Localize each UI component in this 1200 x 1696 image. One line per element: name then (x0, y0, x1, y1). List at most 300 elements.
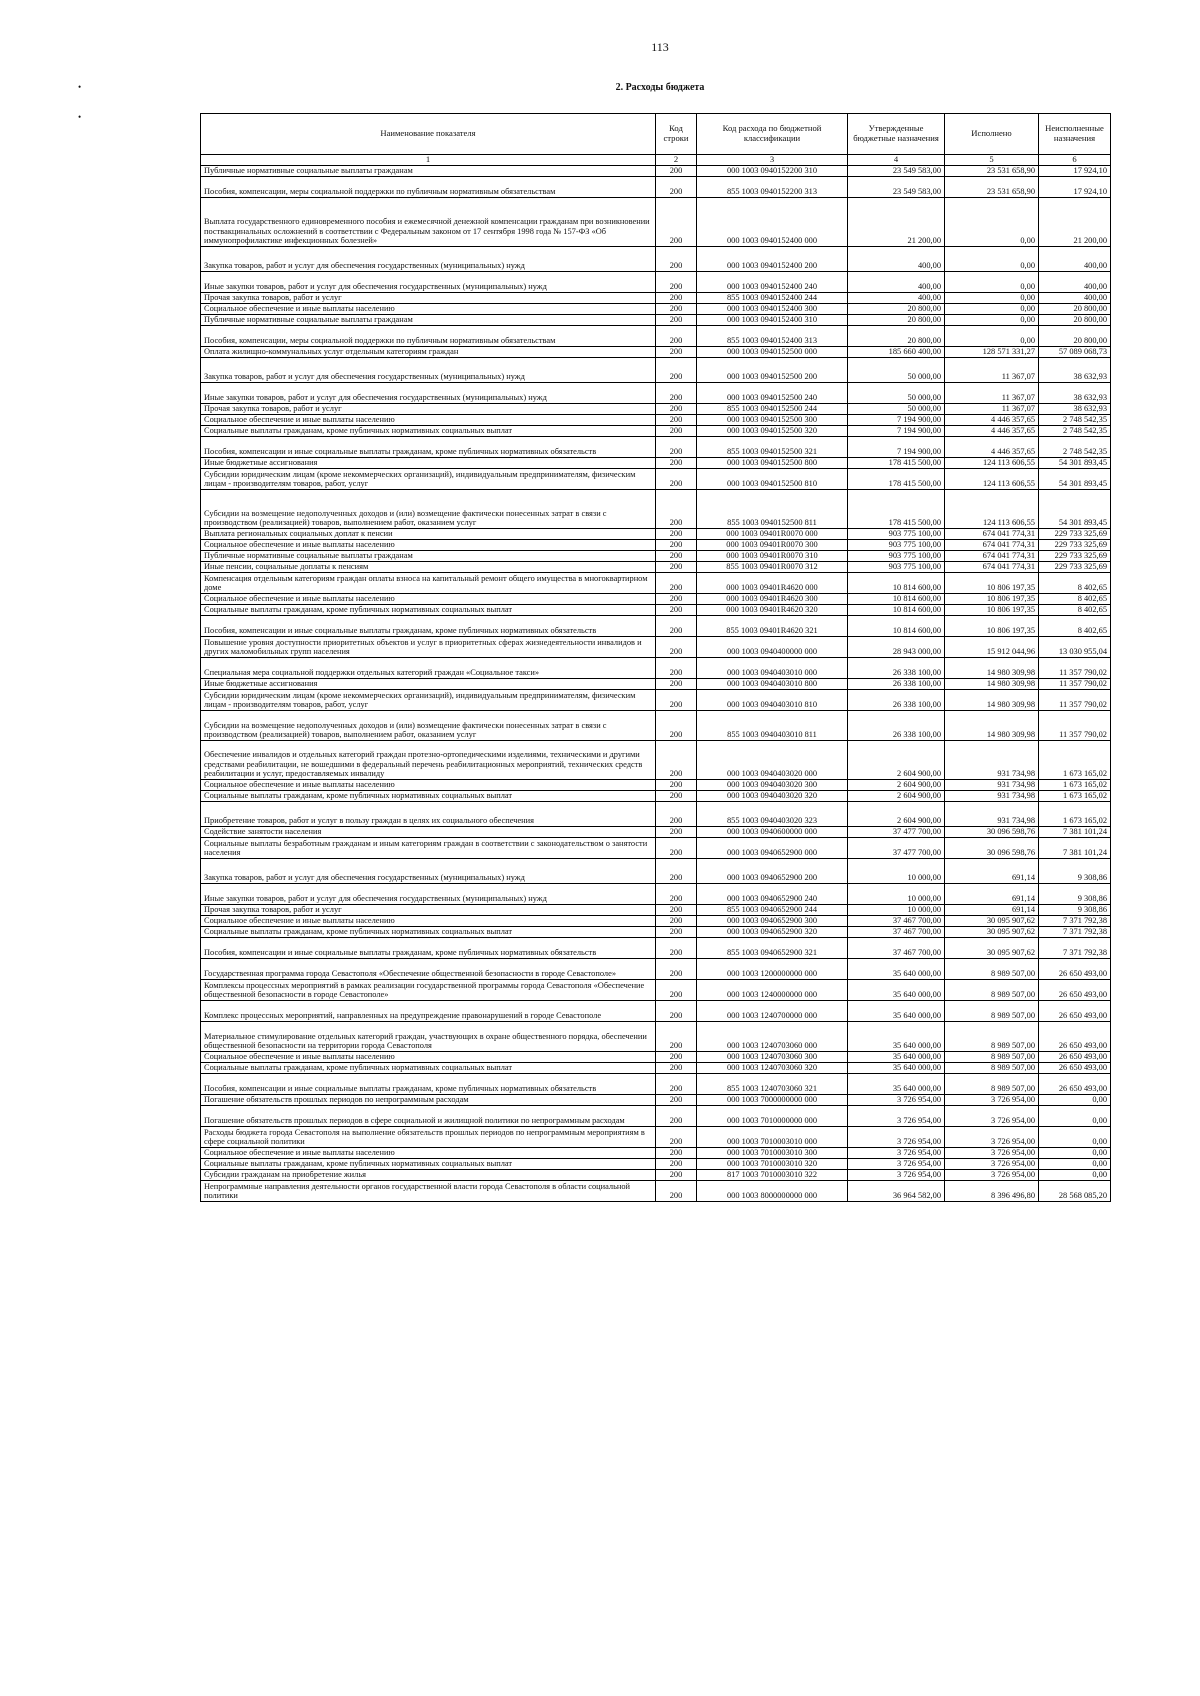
row-unexecuted: 28 568 085,20 (1039, 1181, 1111, 1202)
row-approved: 400,00 (848, 293, 945, 304)
col-index: 3 (697, 155, 848, 166)
row-approved: 903 775 100,00 (848, 562, 945, 573)
row-line-code: 200 (656, 198, 697, 247)
row-line-code: 200 (656, 1095, 697, 1106)
row-executed: 0,00 (945, 326, 1039, 347)
row-name: Социальные выплаты гражданам, кроме публичных нормативных социальных выплат (201, 605, 656, 616)
row-name: Субсидии юридическим лицам (кроме некоммерческих организаций), индивидуальным предпринимателям, физическим лицам - производителям товаров, работ, услуг (201, 469, 656, 490)
row-line-code: 200 (656, 1022, 697, 1052)
row-classification-code: 855 1003 0940152500 811 (697, 490, 848, 529)
row-executed: 931 734,98 (945, 802, 1039, 827)
row-approved: 50 000,00 (848, 404, 945, 415)
row-executed: 8 989 507,00 (945, 1074, 1039, 1095)
row-line-code: 200 (656, 1001, 697, 1022)
row-executed: 30 096 598,76 (945, 827, 1039, 838)
row-approved: 36 964 582,00 (848, 1181, 945, 1202)
row-name: Содействие занятости населения (201, 827, 656, 838)
row-line-code: 200 (656, 562, 697, 573)
row-name: Субсидии на возмещение недополученных доходов и (или) возмещение фактически понесенных затрат в связи с производством (реализацией) товаров, выполнением работ, оказанием услуг (201, 711, 656, 741)
col-index: 2 (656, 155, 697, 166)
row-approved: 178 415 500,00 (848, 490, 945, 529)
row-approved: 35 640 000,00 (848, 1074, 945, 1095)
row-classification-code: 000 1003 0940600000 000 (697, 827, 848, 838)
row-executed: 10 806 197,35 (945, 573, 1039, 594)
row-name: Компенсация отдельным категориям граждан оплаты взноса на капитальный ремонт общего имущества в многоквартирном доме (201, 573, 656, 594)
table-row (201, 916, 1111, 927)
row-line-code: 200 (656, 247, 697, 272)
row-classification-code: 000 1003 1240703060 300 (697, 1052, 848, 1063)
row-approved: 26 338 100,00 (848, 658, 945, 679)
row-unexecuted: 38 632,93 (1039, 358, 1111, 383)
row-unexecuted: 229 733 325,69 (1039, 529, 1111, 540)
row-approved: 2 604 900,00 (848, 802, 945, 827)
row-approved: 26 338 100,00 (848, 679, 945, 690)
row-unexecuted: 2 748 542,35 (1039, 437, 1111, 458)
row-approved: 3 726 954,00 (848, 1127, 945, 1148)
row-executed: 0,00 (945, 198, 1039, 247)
row-approved: 3 726 954,00 (848, 1148, 945, 1159)
row-name: Социальное обеспечение и иные выплаты населению (201, 1148, 656, 1159)
table-row (201, 247, 1111, 272)
table-row (201, 679, 1111, 690)
table-body (201, 166, 1111, 1202)
row-name: Приобретение товаров, работ и услуг в пользу граждан в целях их социального обеспечения (201, 802, 656, 827)
row-approved: 3 726 954,00 (848, 1106, 945, 1127)
row-classification-code: 000 1003 1240000000 000 (697, 980, 848, 1001)
table-row (201, 838, 1111, 859)
row-classification-code: 000 1003 0940403010 800 (697, 679, 848, 690)
row-name: Социальные выплаты гражданам, кроме публичных нормативных социальных выплат (201, 791, 656, 802)
row-name: Пособия, компенсации, меры социальной поддержки по публичным нормативным обязательствам (201, 326, 656, 347)
header-row (201, 114, 1111, 155)
row-unexecuted: 2 748 542,35 (1039, 415, 1111, 426)
row-executed: 0,00 (945, 247, 1039, 272)
row-name: Пособия, компенсации и иные социальные выплаты гражданам, кроме публичных нормативных обязательств (201, 437, 656, 458)
row-classification-code: 000 1003 7010000000 000 (697, 1106, 848, 1127)
table-row (201, 1148, 1111, 1159)
table-row (201, 859, 1111, 884)
row-unexecuted: 26 650 493,00 (1039, 980, 1111, 1001)
table-row (201, 551, 1111, 562)
table-row (201, 1074, 1111, 1095)
row-unexecuted: 7 381 101,24 (1039, 838, 1111, 859)
row-name: Социальное обеспечение и иные выплаты населению (201, 780, 656, 791)
row-executed: 0,00 (945, 272, 1039, 293)
row-executed: 0,00 (945, 315, 1039, 326)
row-line-code: 200 (656, 573, 697, 594)
row-unexecuted: 0,00 (1039, 1159, 1111, 1170)
row-approved: 37 477 700,00 (848, 827, 945, 838)
row-unexecuted: 54 301 893,45 (1039, 490, 1111, 529)
row-approved: 35 640 000,00 (848, 959, 945, 980)
row-classification-code: 000 1003 1200000000 000 (697, 959, 848, 980)
row-executed: 3 726 954,00 (945, 1159, 1039, 1170)
row-classification-code: 000 1003 0940400000 000 (697, 637, 848, 658)
row-classification-code: 855 1003 0940152500 244 (697, 404, 848, 415)
row-name: Непрограммные направления деятельности органов государственной власти города Севастополя в области социальной политики (201, 1181, 656, 1202)
row-approved: 37 467 700,00 (848, 927, 945, 938)
row-executed: 3 726 954,00 (945, 1106, 1039, 1127)
row-approved: 23 549 583,00 (848, 177, 945, 198)
table-row (201, 690, 1111, 711)
row-unexecuted: 8 402,65 (1039, 594, 1111, 605)
row-name: Специальная мера социальной поддержки отдельных категорий граждан «Социальное такси» (201, 658, 656, 679)
row-classification-code: 000 1003 0940403020 300 (697, 780, 848, 791)
row-executed: 4 446 357,65 (945, 426, 1039, 437)
table-row (201, 490, 1111, 529)
table-row (201, 177, 1111, 198)
row-executed: 10 806 197,35 (945, 594, 1039, 605)
table-row (201, 426, 1111, 437)
row-unexecuted: 54 301 893,45 (1039, 458, 1111, 469)
margin-dot: • (78, 112, 82, 122)
row-executed: 11 367,07 (945, 404, 1039, 415)
row-executed: 8 989 507,00 (945, 1052, 1039, 1063)
row-classification-code: 000 1003 0940152500 320 (697, 426, 848, 437)
row-unexecuted: 229 733 325,69 (1039, 540, 1111, 551)
row-approved: 20 800,00 (848, 326, 945, 347)
row-line-code: 200 (656, 616, 697, 637)
row-name: Комплексы процессных мероприятий в рамках реализации государственной программы города Севастополя «Обеспечение общественной безопасности в городе Севастополе» (201, 980, 656, 1001)
column-index-row (201, 155, 1111, 166)
row-unexecuted: 26 650 493,00 (1039, 1022, 1111, 1052)
row-executed: 674 041 774,31 (945, 551, 1039, 562)
row-classification-code: 000 1003 0940152500 240 (697, 383, 848, 404)
table-row (201, 791, 1111, 802)
row-name: Закупка товаров, работ и услуг для обеспечения государственных (муниципальных) нужд (201, 859, 656, 884)
row-unexecuted: 11 357 790,02 (1039, 658, 1111, 679)
row-unexecuted: 26 650 493,00 (1039, 1074, 1111, 1095)
row-line-code: 200 (656, 780, 697, 791)
row-classification-code: 855 1003 0940152400 244 (697, 293, 848, 304)
row-line-code: 200 (656, 711, 697, 741)
row-name: Государственная программа города Севастополя «Обеспечение общественной безопасности в городе Севастополе» (201, 959, 656, 980)
table-row (201, 166, 1111, 177)
table-row (201, 658, 1111, 679)
row-line-code: 200 (656, 859, 697, 884)
col-index: 4 (848, 155, 945, 166)
row-line-code: 200 (656, 383, 697, 404)
row-approved: 7 194 900,00 (848, 426, 945, 437)
row-approved: 10 814 600,00 (848, 573, 945, 594)
row-name: Повышение уровня доступности приоритетных объектов и услуг в приоритетных сферах жизнедеятельности инвалидов и других маломобильных групп населения (201, 637, 656, 658)
row-approved: 23 549 583,00 (848, 166, 945, 177)
row-approved: 400,00 (848, 247, 945, 272)
row-classification-code: 000 1003 09401R4620 320 (697, 605, 848, 616)
row-approved: 10 000,00 (848, 884, 945, 905)
table-row (201, 540, 1111, 551)
row-name: Выплата государственного единовременного пособия и ежемесячной денежной компенсации гражданам при возникновении поствакцинальных осложнений в соответствии с Федеральным законом от 17 сентября 1998 года № 157-ФЗ «Об иммунопрофилактике инфекционных болезней» (201, 198, 656, 247)
row-unexecuted: 1 673 165,02 (1039, 780, 1111, 791)
row-approved: 28 943 000,00 (848, 637, 945, 658)
row-unexecuted: 17 924,10 (1039, 166, 1111, 177)
row-approved: 2 604 900,00 (848, 780, 945, 791)
row-unexecuted: 20 800,00 (1039, 304, 1111, 315)
row-executed: 14 980 309,98 (945, 679, 1039, 690)
row-approved: 10 000,00 (848, 905, 945, 916)
row-name: Пособия, компенсации и иные социальные выплаты гражданам, кроме публичных нормативных обязательств (201, 1074, 656, 1095)
row-unexecuted: 229 733 325,69 (1039, 562, 1111, 573)
row-line-code: 200 (656, 304, 697, 315)
row-classification-code: 000 1003 1240703060 320 (697, 1063, 848, 1074)
page-number: 113 (651, 40, 669, 54)
row-classification-code: 855 1003 0940152500 321 (697, 437, 848, 458)
row-line-code: 200 (656, 905, 697, 916)
row-executed: 691,14 (945, 884, 1039, 905)
row-classification-code: 000 1003 7010003010 300 (697, 1148, 848, 1159)
row-unexecuted: 38 632,93 (1039, 383, 1111, 404)
row-name: Пособия, компенсации, меры социальной поддержки по публичным нормативным обязательствам (201, 177, 656, 198)
row-name: Публичные нормативные социальные выплаты гражданам (201, 166, 656, 177)
row-line-code: 200 (656, 927, 697, 938)
row-executed: 691,14 (945, 905, 1039, 916)
row-classification-code: 000 1003 0940152400 000 (697, 198, 848, 247)
row-name: Социальные выплаты гражданам, кроме публичных нормативных социальных выплат (201, 1159, 656, 1170)
row-approved: 3 726 954,00 (848, 1159, 945, 1170)
row-approved: 35 640 000,00 (848, 1052, 945, 1063)
row-line-code: 200 (656, 1170, 697, 1181)
row-unexecuted: 0,00 (1039, 1127, 1111, 1148)
row-classification-code: 000 1003 1240703060 000 (697, 1022, 848, 1052)
row-unexecuted: 9 308,86 (1039, 859, 1111, 884)
row-line-code: 200 (656, 415, 697, 426)
row-approved: 10 814 600,00 (848, 616, 945, 637)
row-name: Обеспечение инвалидов и отдельных категорий граждан протезно-ортопедическими изделиями, техническими и другими средствами реабилитации, не вошедшими в федеральный перечень реабилитационных мероприятий, технических средств реабилитации и услуг, предоставляемых инвалиду (201, 741, 656, 780)
col-header-approved: Утвержденные бюджетные назначения (848, 114, 945, 155)
table-row (201, 529, 1111, 540)
budget-expenses-table (200, 113, 1111, 1202)
row-executed: 931 734,98 (945, 780, 1039, 791)
row-executed: 10 806 197,35 (945, 616, 1039, 637)
row-unexecuted: 0,00 (1039, 1095, 1111, 1106)
row-line-code: 200 (656, 916, 697, 927)
row-executed: 8 989 507,00 (945, 959, 1039, 980)
table-row (201, 1022, 1111, 1052)
row-executed: 23 531 658,90 (945, 177, 1039, 198)
table-row (201, 383, 1111, 404)
row-name: Иные закупки товаров, работ и услуг для обеспечения государственных (муниципальных) нужд (201, 383, 656, 404)
row-classification-code: 000 1003 0940152500 200 (697, 358, 848, 383)
row-line-code: 200 (656, 469, 697, 490)
row-line-code: 200 (656, 658, 697, 679)
row-line-code: 200 (656, 490, 697, 529)
row-line-code: 200 (656, 838, 697, 859)
row-line-code: 200 (656, 802, 697, 827)
table-row (201, 1127, 1111, 1148)
row-line-code: 200 (656, 1159, 697, 1170)
table-row (201, 315, 1111, 326)
row-classification-code: 855 1003 0940152200 313 (697, 177, 848, 198)
row-name: Социальные выплаты гражданам, кроме публичных нормативных социальных выплат (201, 927, 656, 938)
row-line-code: 200 (656, 791, 697, 802)
table-row (201, 1106, 1111, 1127)
row-unexecuted: 0,00 (1039, 1170, 1111, 1181)
row-unexecuted: 0,00 (1039, 1148, 1111, 1159)
row-executed: 11 367,07 (945, 358, 1039, 383)
row-unexecuted: 20 800,00 (1039, 315, 1111, 326)
row-classification-code: 000 1003 0940152400 200 (697, 247, 848, 272)
row-unexecuted: 11 357 790,02 (1039, 679, 1111, 690)
table-row (201, 437, 1111, 458)
row-classification-code: 000 1003 0940152400 240 (697, 272, 848, 293)
row-classification-code: 000 1003 7000000000 000 (697, 1095, 848, 1106)
row-unexecuted: 7 371 792,38 (1039, 927, 1111, 938)
row-name: Иные закупки товаров, работ и услуг для обеспечения государственных (муниципальных) нужд (201, 884, 656, 905)
table-row (201, 469, 1111, 490)
row-line-code: 200 (656, 1074, 697, 1095)
row-unexecuted: 20 800,00 (1039, 326, 1111, 347)
row-executed: 0,00 (945, 293, 1039, 304)
row-approved: 7 194 900,00 (848, 437, 945, 458)
row-name: Публичные нормативные социальные выплаты гражданам (201, 315, 656, 326)
row-executed: 931 734,98 (945, 741, 1039, 780)
row-line-code: 200 (656, 741, 697, 780)
row-approved: 35 640 000,00 (848, 1001, 945, 1022)
row-line-code: 200 (656, 529, 697, 540)
table-row (201, 562, 1111, 573)
row-approved: 10 814 600,00 (848, 594, 945, 605)
row-line-code: 200 (656, 605, 697, 616)
col-index: 1 (201, 155, 656, 166)
row-classification-code: 855 1003 0940652900 321 (697, 938, 848, 959)
row-line-code: 200 (656, 1052, 697, 1063)
row-line-code: 200 (656, 594, 697, 605)
row-name: Закупка товаров, работ и услуг для обеспечения государственных (муниципальных) нужд (201, 247, 656, 272)
row-line-code: 200 (656, 177, 697, 198)
row-approved: 400,00 (848, 272, 945, 293)
row-executed: 124 113 606,55 (945, 458, 1039, 469)
table-row (201, 404, 1111, 415)
table-row (201, 741, 1111, 780)
table-row (201, 304, 1111, 315)
row-unexecuted: 54 301 893,45 (1039, 469, 1111, 490)
row-approved: 2 604 900,00 (848, 741, 945, 780)
row-approved: 35 640 000,00 (848, 1063, 945, 1074)
row-approved: 37 467 700,00 (848, 916, 945, 927)
table-row (201, 927, 1111, 938)
row-unexecuted: 0,00 (1039, 1106, 1111, 1127)
row-unexecuted: 11 357 790,02 (1039, 711, 1111, 741)
section-title: 2. Расходы бюджета (615, 82, 705, 93)
row-executed: 0,00 (945, 304, 1039, 315)
table-row (201, 827, 1111, 838)
table-row (201, 711, 1111, 741)
row-line-code: 200 (656, 166, 697, 177)
row-line-code: 200 (656, 959, 697, 980)
row-executed: 23 531 658,90 (945, 166, 1039, 177)
row-unexecuted: 26 650 493,00 (1039, 959, 1111, 980)
row-name: Социальное обеспечение и иные выплаты населению (201, 916, 656, 927)
row-classification-code: 000 1003 0940152500 800 (697, 458, 848, 469)
row-approved: 3 726 954,00 (848, 1095, 945, 1106)
row-classification-code: 000 1003 0940152500 000 (697, 347, 848, 358)
row-approved: 903 775 100,00 (848, 551, 945, 562)
row-name: Оплата жилищно-коммунальных услуг отдельным категориям граждан (201, 347, 656, 358)
row-classification-code: 000 1003 0940652900 320 (697, 927, 848, 938)
row-name: Закупка товаров, работ и услуг для обеспечения государственных (муниципальных) нужд (201, 358, 656, 383)
row-line-code: 200 (656, 437, 697, 458)
row-approved: 903 775 100,00 (848, 529, 945, 540)
table-row (201, 938, 1111, 959)
row-executed: 3 726 954,00 (945, 1148, 1039, 1159)
row-classification-code: 000 1003 0940403010 810 (697, 690, 848, 711)
row-executed: 3 726 954,00 (945, 1095, 1039, 1106)
table-row (201, 959, 1111, 980)
table-row (201, 293, 1111, 304)
table-row (201, 1001, 1111, 1022)
col-header-unexecuted: Неисполненные назначения (1039, 114, 1111, 155)
row-unexecuted: 8 402,65 (1039, 605, 1111, 616)
row-classification-code: 000 1003 1240700000 000 (697, 1001, 848, 1022)
table-row (201, 198, 1111, 247)
table-row (201, 594, 1111, 605)
row-classification-code: 000 1003 8000000000 000 (697, 1181, 848, 1202)
row-name: Прочая закупка товаров, работ и услуг (201, 905, 656, 916)
row-classification-code: 000 1003 0940152200 310 (697, 166, 848, 177)
row-line-code: 200 (656, 1181, 697, 1202)
row-approved: 178 415 500,00 (848, 469, 945, 490)
row-name: Иные закупки товаров, работ и услуг для обеспечения государственных (муниципальных) нужд (201, 272, 656, 293)
row-line-code: 200 (656, 293, 697, 304)
row-unexecuted: 26 650 493,00 (1039, 1001, 1111, 1022)
row-executed: 30 095 907,62 (945, 916, 1039, 927)
row-name: Субсидии на возмещение недополученных доходов и (или) возмещение фактически понесенных затрат в связи с производством (реализацией) товаров, выполнением работ, оказанием услуг (201, 490, 656, 529)
table-row (201, 1181, 1111, 1202)
row-executed: 674 041 774,31 (945, 540, 1039, 551)
row-executed: 4 446 357,65 (945, 437, 1039, 458)
row-name: Расходы бюджета города Севастополя на выполнение обязательств прошлых периодов по непрограммным мероприятиям в сфере социальной политики (201, 1127, 656, 1148)
row-classification-code: 000 1003 09401R0070 000 (697, 529, 848, 540)
row-unexecuted: 26 650 493,00 (1039, 1063, 1111, 1074)
row-classification-code: 000 1003 0940403010 000 (697, 658, 848, 679)
row-name: Комплекс процессных мероприятий, направленных на предупреждение правонарушений в городе Севастополе (201, 1001, 656, 1022)
row-name: Социальные выплаты гражданам, кроме публичных нормативных социальных выплат (201, 426, 656, 437)
row-line-code: 200 (656, 980, 697, 1001)
table-row (201, 905, 1111, 916)
row-line-code: 200 (656, 1148, 697, 1159)
row-approved: 2 604 900,00 (848, 791, 945, 802)
row-line-code: 200 (656, 1106, 697, 1127)
table-row (201, 358, 1111, 383)
row-unexecuted: 9 308,86 (1039, 905, 1111, 916)
row-name: Пособия, компенсации и иные социальные выплаты гражданам, кроме публичных нормативных обязательств (201, 938, 656, 959)
table-row (201, 458, 1111, 469)
row-unexecuted: 9 308,86 (1039, 884, 1111, 905)
table-row (201, 802, 1111, 827)
row-classification-code: 000 1003 0940652900 240 (697, 884, 848, 905)
col-index: 5 (945, 155, 1039, 166)
row-classification-code: 000 1003 0940152500 300 (697, 415, 848, 426)
row-approved: 10 000,00 (848, 859, 945, 884)
row-name: Материальное стимулирование отдельных категорий граждан, участвующих в охране общественного порядка, обеспечении общественной безопасности на территории города Севастополя (201, 1022, 656, 1052)
table-row (201, 1052, 1111, 1063)
table-row (201, 980, 1111, 1001)
row-approved: 20 800,00 (848, 304, 945, 315)
row-name: Социальное обеспечение и иные выплаты населению (201, 540, 656, 551)
row-executed: 124 113 606,55 (945, 469, 1039, 490)
row-executed: 674 041 774,31 (945, 529, 1039, 540)
row-name: Субсидии юридическим лицам (кроме некоммерческих организаций), индивидуальным предпринимателям, физическим лицам - производителям товаров, работ, услуг (201, 690, 656, 711)
row-classification-code: 855 1003 0940403010 811 (697, 711, 848, 741)
row-approved: 26 338 100,00 (848, 690, 945, 711)
row-name: Выплата региональных социальных доплат к пенсии (201, 529, 656, 540)
row-approved: 3 726 954,00 (848, 1170, 945, 1181)
table-row (201, 884, 1111, 905)
row-approved: 10 814 600,00 (848, 605, 945, 616)
row-name: Социальные выплаты гражданам, кроме публичных нормативных социальных выплат (201, 1063, 656, 1074)
row-unexecuted: 1 673 165,02 (1039, 802, 1111, 827)
table-row (201, 573, 1111, 594)
